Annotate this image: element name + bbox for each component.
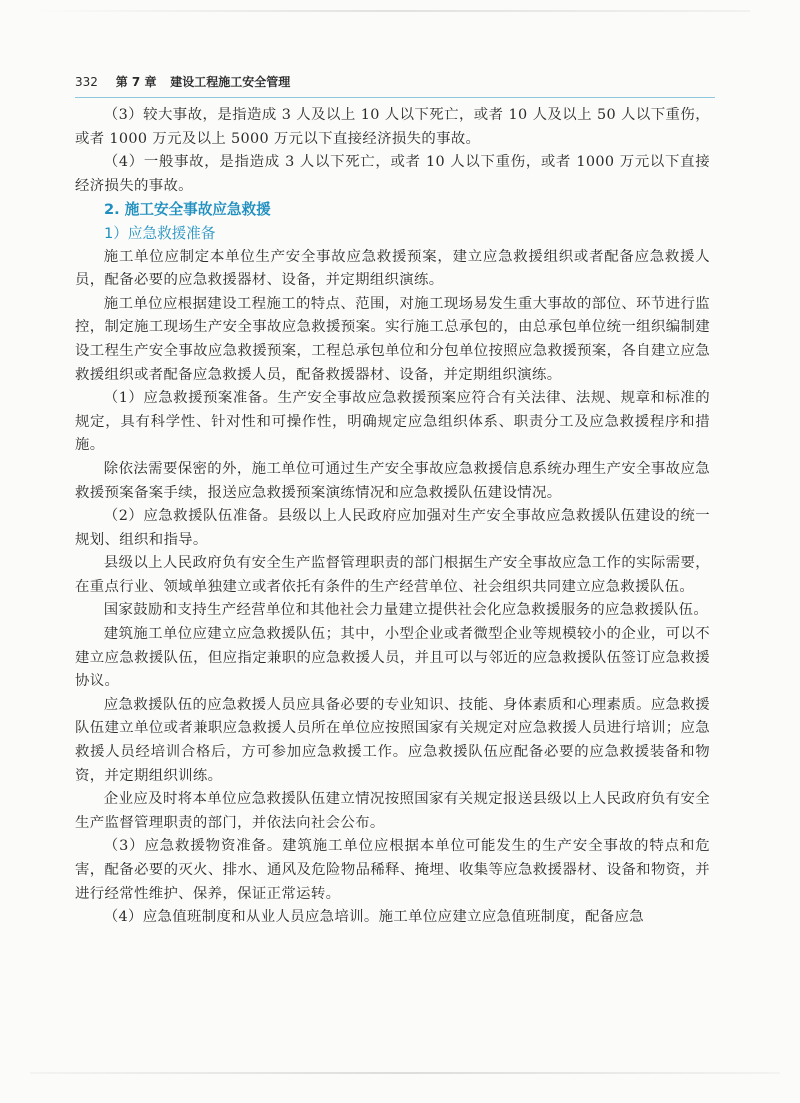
running-header: [75, 73, 715, 98]
paragraph: （3）应急救援物资准备。建筑施工单位应根据本单位可能发生的生产安全事故的特点和危害，配备必要的灭火、排水、通风及危险物品稀释、掩埋、收集等应急救援器材、设备和物资，并进行经常性维护、保养，保证正常运转。: [75, 838, 710, 902]
paragraph: 企业应及时将本单位应急救援队伍建立情况按照国家有关规定报送县级以上人民政府负有安全生产监督管理职责的部门，并依法向社会公布。: [75, 791, 710, 831]
paragraph: （1）应急救援预案准备。生产安全事故应急救援预案应符合有关法律、法规、规章和标准的规定，具有科学性、针对性和可操作性，明确规定应急组织体系、职责分工及应急救援程序和措施。: [75, 390, 710, 454]
paragraph: 建筑施工单位应建立应急救援队伍；其中，小型企业或者微型企业等规模较小的企业，可以不建立应急救援队伍，但应指定兼职的应急救援人员，并且可以与邻近的应急救援队伍签订应急救援协议。: [75, 626, 710, 690]
paragraph: 县级以上人民政府负有安全生产监督管理职责的部门根据生产安全事故应急工作的实际需要，在重点行业、领域单独建立或者依托有条件的生产经营单位、社会组织共同建立应急救援队伍。: [75, 555, 710, 595]
section-heading: 2. 施工安全事故应急救援: [104, 201, 271, 219]
scan-edge-bottom: [30, 1072, 780, 1074]
paragraph: 施工单位应制定本单位生产安全事故应急救援预案，建立应急救援组织或者配备应急救援人员，配备必要的应急救援器材、设备，并定期组织演练。: [75, 248, 710, 289]
paragraph: 施工单位应根据建设工程施工的特点、范围，对施工现场易发生重大事故的部位、环节进行监控，制定施工现场生产安全事故应急救援预案。实行施工总承包的，由总承包单位统一组织编制建设工程生产安全事故应急救援预案，工程总承包单位和分包单位按照应急救援预案，各自建立应急救援组织或者配备应急救援人员，配备救援器材、设备，并定期组织演练。: [75, 295, 710, 383]
chapter-title: 建设工程施工安全管理: [170, 75, 291, 89]
subsection-heading: 1）应急救援准备: [104, 224, 216, 242]
paragraph: 应急救援队伍的应急救援人员应具备必要的专业知识、技能、身体素质和心理素质。应急救援队伍建立单位或者兼职应急救援人员所在单位应按照国家有关规定对应急救援人员进行培训；应急救援人员经培训合格后，方可参加应急救援工作。应急救援队伍应配备必要的应急救援装备和物资，并定期组织训练。: [75, 696, 710, 784]
paragraph: （4）应急值班制度和从业人员应急培训。施工单位应建立应急值班制度，配备应急: [103, 909, 644, 926]
paragraph: 除依法需要保密的外，施工单位可通过生产安全事故应急救援信息系统办理生产安全事故应急救援预案备案手续，报送应急救援预案演练情况和应急救援队伍建设情况。: [75, 460, 710, 501]
page-number: 332: [75, 75, 98, 89]
paragraph: （3）较大事故，是指造成 3 人及以上 10 人以下死亡，或者 10 人及以上 50 人以下重伤，或者 1000 万元及以上 5000 万元以下直接经济损失的事故。: [75, 107, 710, 147]
chapter-label: 第 7 章: [115, 75, 157, 89]
paragraph: （4）一般事故，是指造成 3 人以下死亡，或者 10 人以下重伤，或者 1000 万元以下直接经济损失的事故。: [75, 154, 710, 194]
paragraph: （2）应急救援队伍准备。县级以上人民政府应加强对生产安全事故应急救援队伍建设的统一规划、组织和指导。: [75, 508, 710, 548]
scan-edge-top: [30, 10, 750, 12]
page-body: [75, 104, 710, 930]
paragraph: 国家鼓励和支持生产经营单位和其他社会力量建立提供社会化应急救援服务的应急救援队伍。: [103, 602, 709, 619]
